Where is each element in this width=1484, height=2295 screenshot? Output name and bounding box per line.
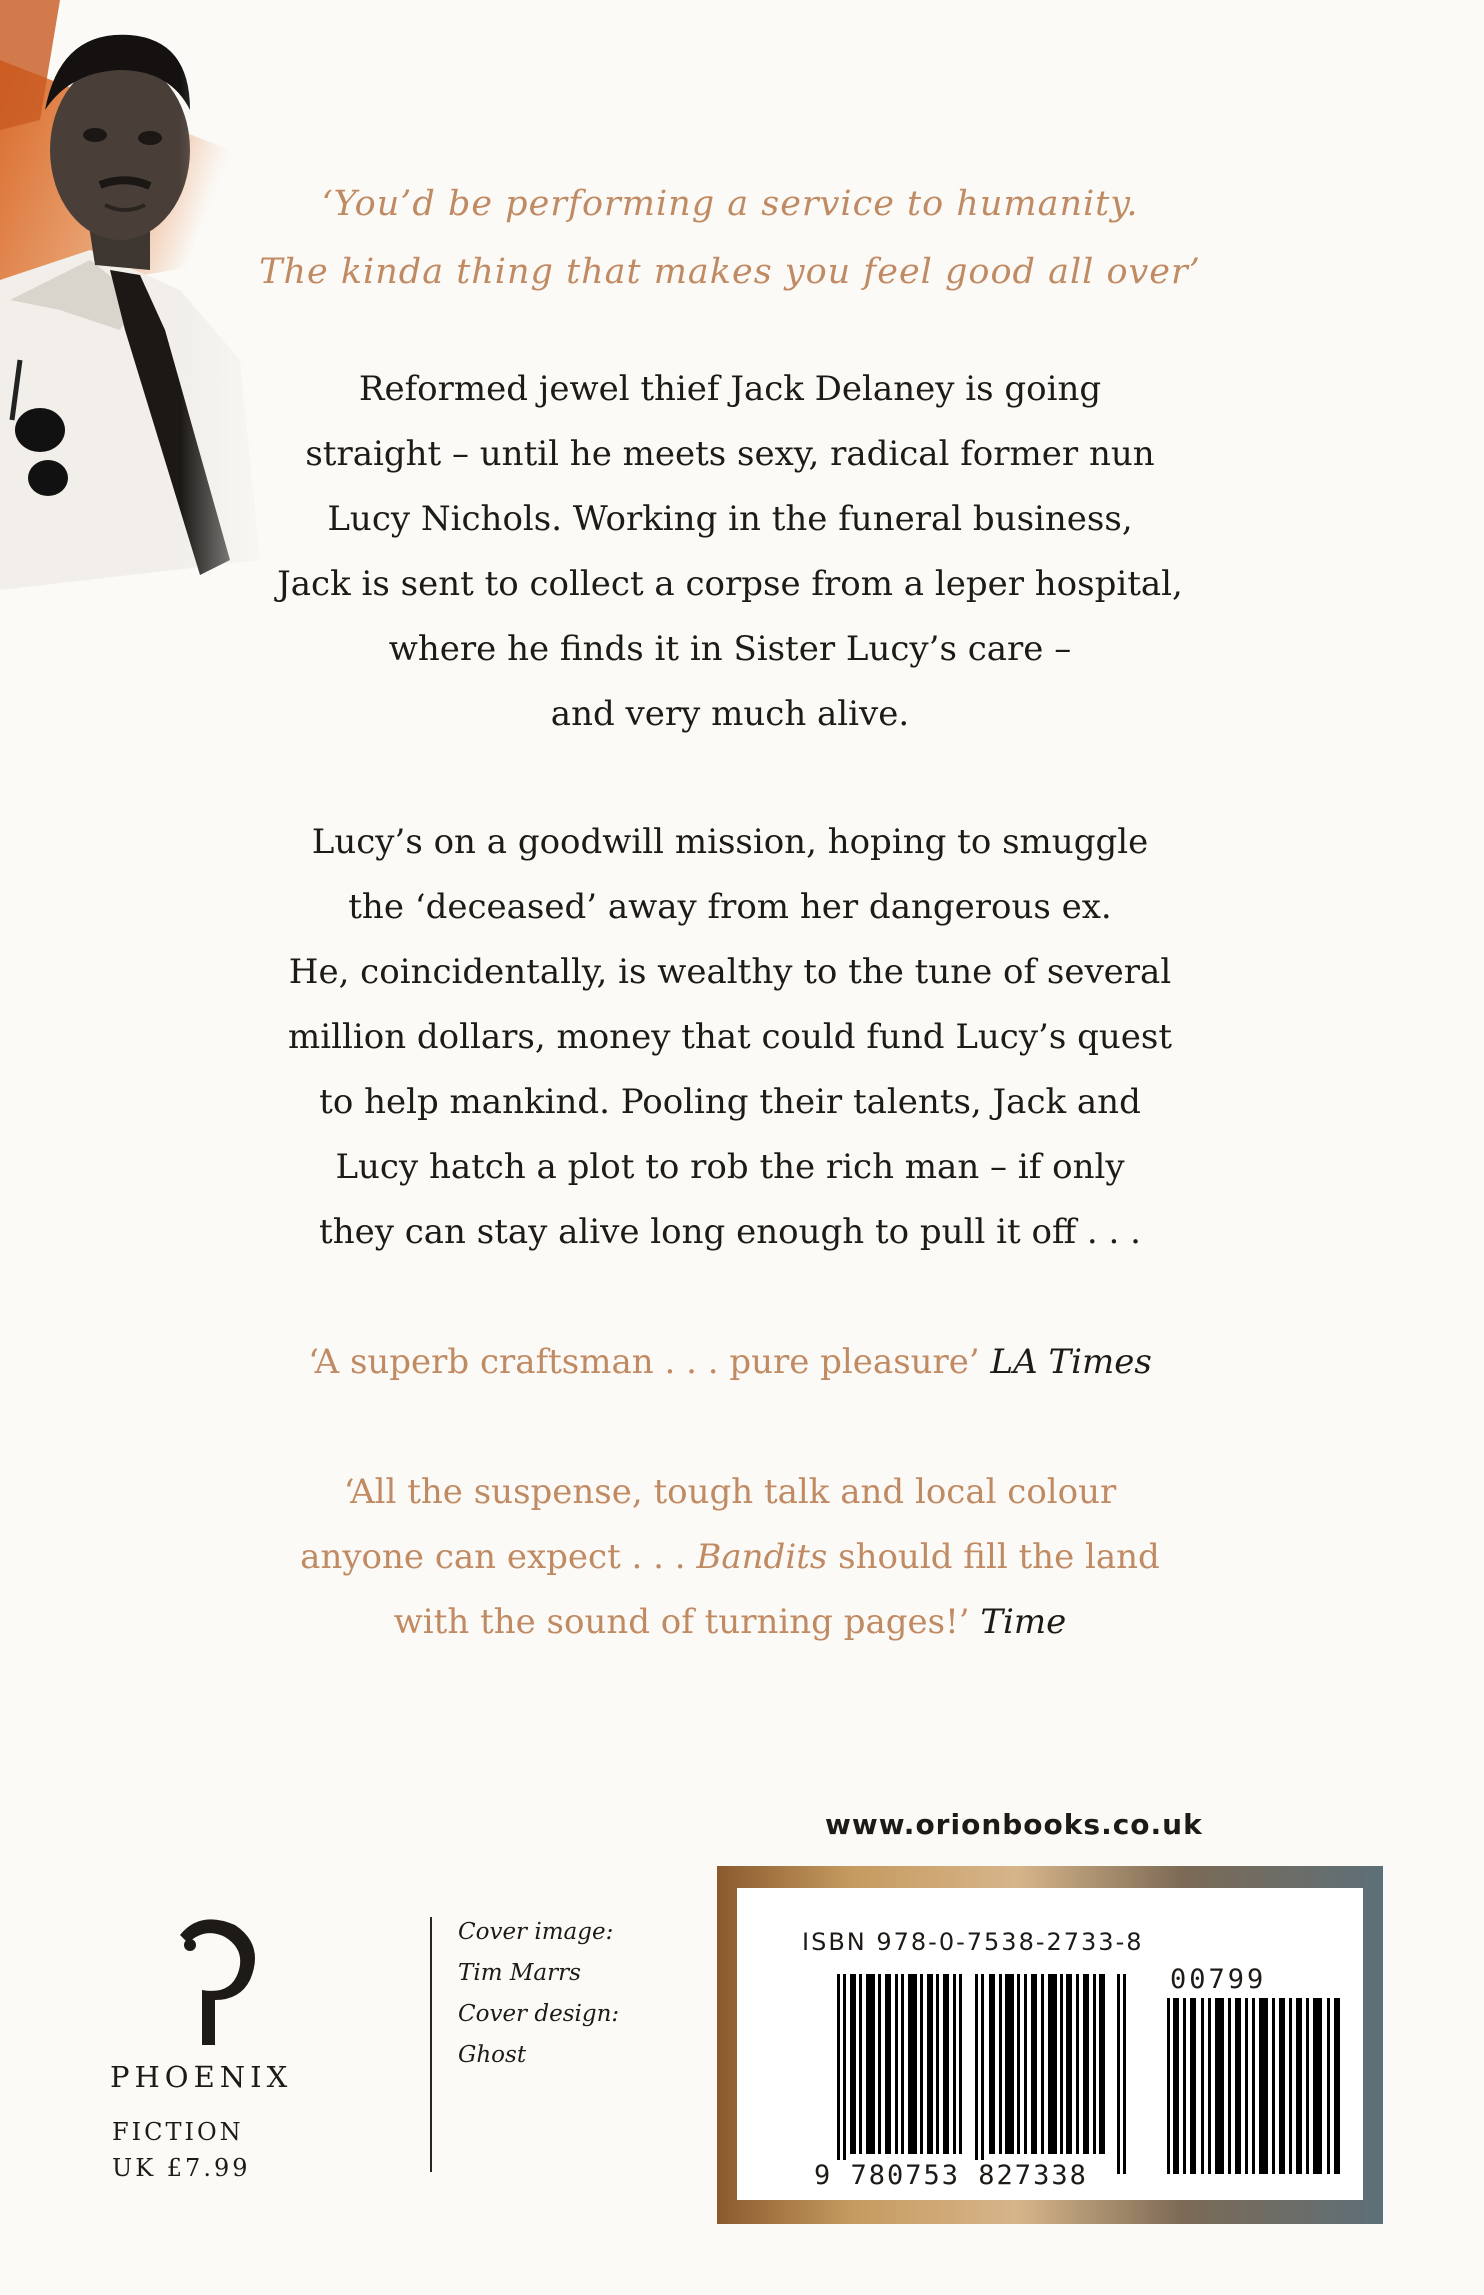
review-quote-1 [240, 1330, 1220, 1395]
credits-divider [430, 1917, 432, 2172]
blurb-paragraph-2 [240, 810, 1220, 1265]
blurb-line: Lucy’s on a goodwill mission, hoping to smuggle [311, 822, 1149, 862]
tagline [240, 170, 1220, 306]
cover-design-label: Cover design: [458, 2001, 620, 2027]
blurb-line: the ‘deceased’ away from her dangerous ex. [348, 887, 1112, 927]
publisher-website: www.orionbooks.co.uk [825, 1808, 1203, 1841]
quote-text: should fill the land [827, 1537, 1160, 1577]
blurb-line: Jack is sent to collect a corpse from a leper hospital, [277, 564, 1183, 604]
barcode-ean-digits: 9 780753 827338 [814, 2160, 1088, 2191]
blurb-line: they can stay alive long enough to pull it off . . . [319, 1212, 1141, 1252]
quote-text: with the sound of turning pages!’ [393, 1602, 981, 1642]
blurb-line: Lucy hatch a plot to rob the rich man – if only [335, 1147, 1125, 1187]
tagline-line: The kinda thing that makes you feel good all over’ [259, 252, 1201, 292]
blurb-line: Reformed jewel thief Jack Delaney is going [358, 369, 1102, 409]
blurb-line: straight – until he meets sexy, radical former nun [305, 434, 1155, 474]
phoenix-logo-icon [160, 1905, 270, 2055]
blurb-paragraph-1 [240, 357, 1220, 747]
barcode-label [737, 1888, 1363, 2200]
blurb-line: to help mankind. Pooling their talents, Jack and [319, 1082, 1141, 1122]
genre-label: FICTION [112, 2118, 244, 2146]
imprint-name: PHOENIX [110, 2060, 293, 2094]
genre-price [112, 2114, 251, 2186]
barcode-panel [717, 1866, 1383, 2224]
isbn-text: ISBN 978-0-7538-2733-8 [802, 1928, 1144, 1956]
quote-line: ‘All the suspense, tough talk and local colour [343, 1472, 1117, 1512]
barcode-addon-digits: 00799 [1170, 1964, 1267, 1995]
cover-image-name: Tim Marrs [458, 1960, 581, 1986]
book-title: Bandits [696, 1537, 828, 1577]
tagline-line: ‘You’d be performing a service to humanity. [321, 184, 1139, 224]
cover-design-name: Ghost [458, 2042, 527, 2068]
quote-source: LA Times [990, 1342, 1152, 1382]
price-label: UK £7.99 [112, 2154, 251, 2182]
cover-credits [458, 1912, 619, 2076]
barcode-main-bars [837, 1974, 1127, 2174]
blurb-line: He, coincidentally, is wealthy to the tune of several [288, 952, 1172, 992]
blurb-line: million dollars, money that could fund Lucy’s quest [287, 1017, 1173, 1057]
quote-text: ‘A superb craftsman . . . pure pleasure’ [308, 1342, 991, 1382]
barcode-addon-bars [1167, 1998, 1342, 2174]
quote-source: Time [980, 1602, 1067, 1642]
blurb-line: Lucy Nichols. Working in the funeral business, [327, 499, 1133, 539]
quote-text: anyone can expect . . . [300, 1537, 697, 1577]
blurb-line: and very much alive. [550, 694, 910, 734]
review-quote-2 [240, 1460, 1220, 1655]
blurb-line: where he finds it in Sister Lucy’s care – [388, 629, 1072, 669]
cover-image-label: Cover image: [458, 1919, 614, 1945]
